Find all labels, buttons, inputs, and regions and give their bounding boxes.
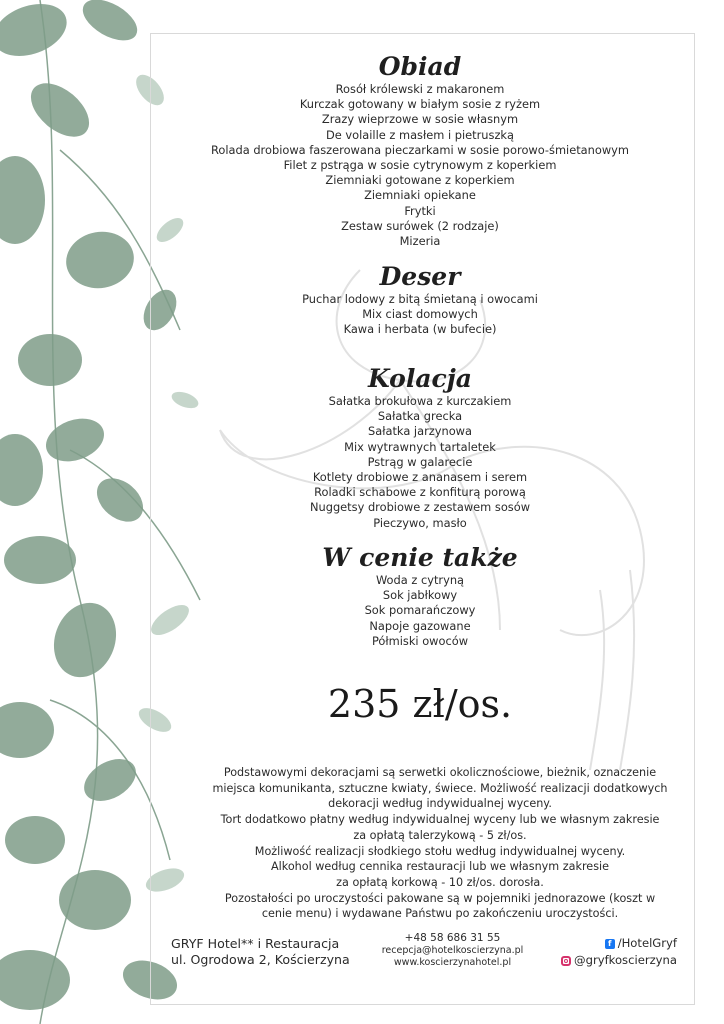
dish-item: Sok jabłkowy <box>382 588 458 603</box>
dish-item: Kurczak gotowany w białym sosie z ryżem <box>299 97 541 112</box>
price-per-person: 235 zł/os. <box>327 682 513 726</box>
contact-block <box>375 933 530 968</box>
menu-section-obiad <box>170 52 670 249</box>
note-line: Możliwość realizacji słodkiego stołu według indywidualnej wyceny. <box>254 844 626 858</box>
dish-list <box>170 573 670 649</box>
dish-item: Napoje gazowane <box>369 618 471 633</box>
menu-section-w-cenie-takze <box>170 543 670 649</box>
dish-item: Filet z pstrąga w sosie cytrynowym z koperkiem <box>283 158 557 173</box>
dish-item: Sałatka brokułowa z kurczakiem <box>328 394 512 408</box>
terms-notes <box>180 765 700 922</box>
section-heading: Kolacja <box>367 364 473 393</box>
menu-section-kolacja <box>170 364 670 531</box>
dish-item: Kotlety drobiowe z ananasem i serem <box>312 470 528 485</box>
hotel-address: ul. Ogrodowa 2, Kościerzyna <box>171 952 350 967</box>
dish-item: Pieczywo, masło <box>373 515 467 530</box>
hotel-address-block <box>171 936 350 968</box>
dish-item: Półmiski owoców <box>371 633 469 648</box>
note-line: miejsca komunikanta, sztuczne kwiaty, świece. Możliwość realizacji dodatkowych <box>212 781 668 795</box>
dish-list <box>170 292 670 338</box>
website-link[interactable]: www.koscierzynahotel.pl <box>393 956 512 968</box>
dish-item: Rolada drobiowa faszerowana pieczarkami w sosie porowo-śmietanowym <box>210 142 630 157</box>
note-line: Pozostałości po uroczystości pakowane są w pojemniki jednorazowe (koszt w <box>224 891 656 905</box>
dish-item: Nuggetsy drobiowe z zestawem sosów <box>309 500 531 515</box>
dish-item: Puchar lodowy z bitą śmietaną i owocami <box>302 292 538 306</box>
dish-item: Zrazy wieprzowe w sosie własnym <box>321 112 519 127</box>
section-heading: W cenie także <box>322 543 518 572</box>
section-heading: Deser <box>379 262 461 291</box>
facebook-handle: /HotelGryf <box>617 936 677 950</box>
social-block <box>552 935 677 969</box>
dish-item: De volaille z masłem i pietruszką <box>326 127 514 142</box>
hotel-name: GRYF Hotel** i Restauracja <box>171 936 340 951</box>
dish-item: Ziemniaki opiekane <box>364 188 476 203</box>
dish-item: Pstrąg w galarecie <box>367 454 473 469</box>
dish-item: Woda z cytryną <box>375 573 465 587</box>
facebook-link[interactable] <box>552 935 677 952</box>
dish-list <box>170 82 670 249</box>
dish-item: Zestaw surówek (2 rodzaje) <box>341 218 499 233</box>
note-line: dekoracji według indywidualnej wyceny. <box>328 797 552 811</box>
instagram-link[interactable] <box>552 952 677 969</box>
instagram-icon <box>561 956 571 966</box>
dish-item: Kawa i herbata (w bufecie) <box>343 322 497 337</box>
note-line: Podstawowymi dekoracjami są serwetki okolicznościowe, bieżnik, oznaczenie <box>223 766 657 779</box>
phone-number[interactable]: +48 58 686 31 55 <box>404 932 501 944</box>
dish-item: Frytki <box>404 203 436 218</box>
dish-item: Ziemniaki gotowane z koperkiem <box>325 173 515 188</box>
email-link[interactable]: recepcja@hotelkoscierzyna.pl <box>381 944 524 956</box>
note-line: za opłatą korkową - 10 zł/os. dorosła. <box>336 875 544 889</box>
note-line: Tort dodatkowo płatny według indywidualnej wyceny lub we własnym zakresie <box>220 813 660 827</box>
dish-item: Mix ciast domowych <box>362 307 478 322</box>
dish-item: Mizeria <box>399 234 441 249</box>
dish-item: Rosół królewski z makaronem <box>335 82 505 96</box>
section-heading: Obiad <box>378 52 462 81</box>
dish-item: Mix wytrawnych tartaletek <box>344 439 496 454</box>
note-line: Alkohol według cennika restauracji lub we własnym zakresie <box>270 860 610 874</box>
instagram-handle: @gryfkoscierzyna <box>574 953 677 967</box>
dish-item: Sałatka jarzynowa <box>368 424 472 439</box>
dish-item: Sok pomarańczowy <box>364 603 476 618</box>
dish-list <box>170 394 670 531</box>
facebook-icon: f <box>605 939 615 949</box>
dish-item: Roladki schabowe z konfiturą porową <box>314 485 526 500</box>
note-line: za opłatą talerzykową - 5 zł/os. <box>353 828 527 842</box>
dish-item: Sałatka grecka <box>377 409 463 424</box>
menu-section-deser <box>170 262 670 338</box>
note-line: cenie menu) i wydawane Państwu po zakończeniu uroczystości. <box>261 907 619 921</box>
